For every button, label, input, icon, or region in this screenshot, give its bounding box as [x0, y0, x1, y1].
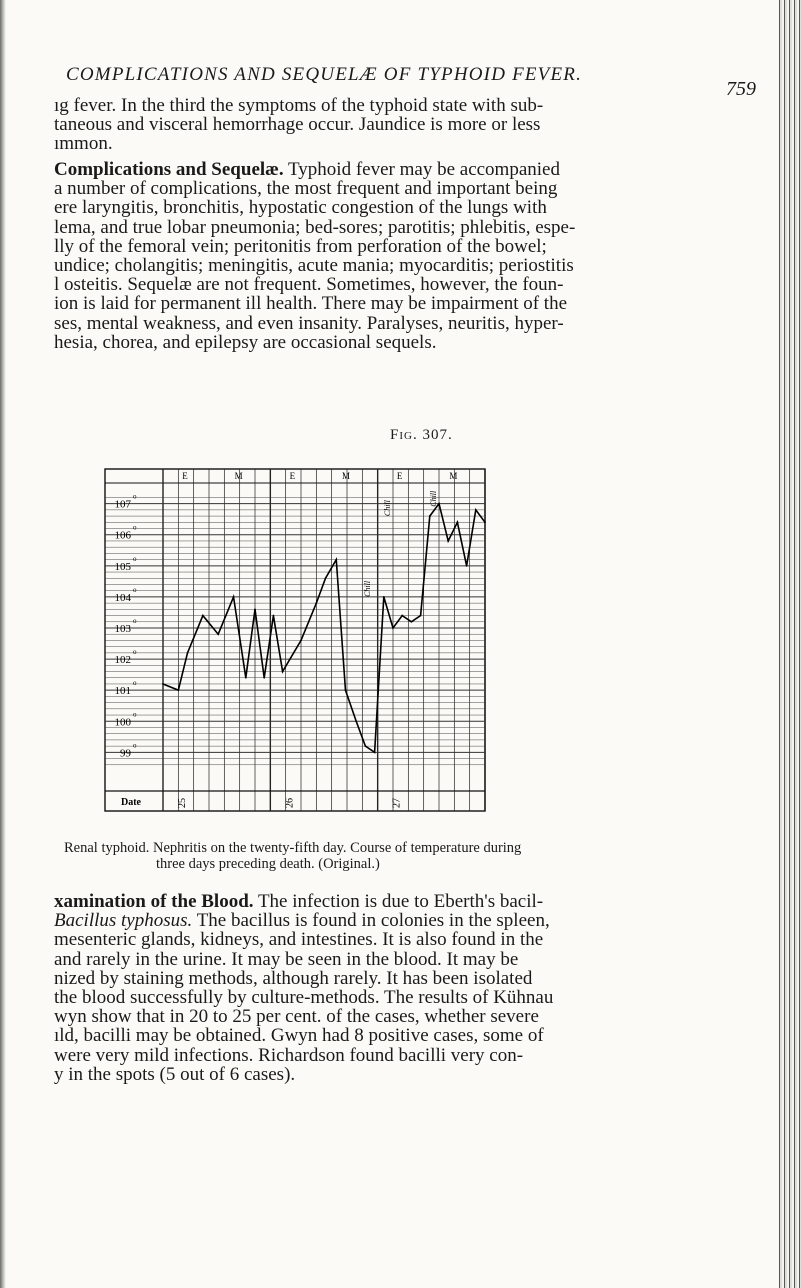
- page-number: 759: [726, 78, 756, 100]
- degree-mark: o: [133, 710, 137, 719]
- temperature-point: [475, 509, 477, 511]
- figure-caption: [64, 840, 764, 872]
- paragraph-line: wyn show that in 20 to 25 per cent. of the cases, whether severe: [54, 1007, 539, 1027]
- temperature-point: [300, 640, 302, 642]
- temperature-point: [202, 615, 204, 617]
- caption-line: three days preceding death. (Original.): [156, 856, 380, 872]
- temperature-point: [466, 565, 468, 567]
- paragraph-line: the blood successfully by culture-methods. The results of Kühnau: [54, 988, 554, 1008]
- temperature-point: [420, 615, 422, 617]
- y-tick-label: 105: [114, 560, 131, 573]
- paragraph-blood-examination: [54, 892, 762, 1084]
- degree-mark: o: [133, 617, 137, 625]
- paragraph-line: undice; cholangitis; meningitis, acute mania; myocarditis; periostitis: [54, 256, 574, 276]
- paragraph-line: ere laryngitis, bronchitis, hypostatic congestion of the lungs with: [54, 198, 547, 218]
- y-tick-label: 100: [114, 716, 131, 729]
- temperature-point: [233, 596, 235, 598]
- temperature-point: [365, 745, 367, 747]
- paragraph-text: The infection is due to Eberth's bacil-: [253, 892, 544, 912]
- paragraph-first-line: [54, 160, 762, 179]
- caption-line: Renal typhoid. Nephritis on the twenty-fifth day. Course of temperature during: [64, 840, 522, 856]
- temperature-point: [177, 689, 179, 691]
- paragraph-line: were very mild infections. Richardson found bacilli very con-: [54, 1045, 524, 1065]
- section-heading: Complications and Sequelæ.: [54, 160, 284, 180]
- degree-mark: o: [133, 679, 137, 688]
- paragraph-line: y in the spots (5 out of 6 cases).: [54, 1064, 296, 1085]
- chart-frame: [105, 469, 485, 811]
- temperature-point: [355, 720, 357, 722]
- session-label: M: [234, 471, 243, 481]
- degree-mark: o: [133, 741, 137, 750]
- paragraph-line: ımmon.: [54, 134, 113, 154]
- date-tick-label: 26: [284, 798, 296, 808]
- temperature-point: [345, 689, 347, 691]
- section-heading: xamination of the Blood.: [54, 892, 254, 912]
- temperature-point: [411, 621, 413, 623]
- book-gutter-edge: [779, 0, 801, 1288]
- temperature-point: [401, 615, 403, 617]
- temperature-point: [335, 559, 337, 561]
- chill-annotation: Chill: [428, 490, 438, 507]
- y-tick-label: 99: [120, 747, 131, 760]
- y-tick-label: 104: [114, 591, 131, 604]
- chill-annotation: Chill: [382, 500, 392, 517]
- paragraph-line: lly of the femoral vein; peritonitis from perforation of the bowel;: [54, 236, 547, 257]
- paragraph-line: hesia, chorea, and epilepsy are occasional sequels.: [54, 332, 437, 353]
- paragraph-line: ıg fever. In the third the symptoms of the typhoid state with sub-: [54, 96, 544, 116]
- temperature-point: [187, 652, 189, 654]
- paragraph-line: lema, and true lobar pneumonia; bed-sores; parotitis; phlebitis, espe-: [54, 217, 576, 237]
- temperature-point: [484, 521, 486, 523]
- paragraph-line: and rarely in the urine. It may be seen in the blood. It may be: [54, 949, 519, 969]
- running-head: COMPLICATIONS AND SEQUELÆ OF TYPHOID FEVER.: [66, 64, 583, 85]
- temperature-point: [263, 677, 265, 679]
- temperature-point: [162, 683, 164, 685]
- paragraph-typhoid-state: [54, 96, 762, 154]
- paragraph-line: ıld, bacilli may be obtained. Gwyn had 8 positive cases, some of: [54, 1026, 544, 1046]
- paragraph-text: Typhoid fever may be accompanied: [283, 160, 560, 180]
- y-tick-label: 103: [114, 623, 131, 635]
- temperature-point: [254, 608, 256, 610]
- page-edge-shadow: [0, 0, 6, 1288]
- paragraph-complications: [54, 160, 762, 352]
- date-tick-label: 27: [391, 798, 403, 808]
- paragraph-line: ses, mental weakness, and even insanity. Paralyses, neuritis, hyper-: [54, 313, 564, 333]
- temperature-point: [392, 627, 394, 629]
- session-label: M: [341, 471, 351, 481]
- degree-mark: o: [133, 523, 137, 532]
- chill-annotation: Chill: [363, 580, 372, 597]
- temperature-point: [217, 633, 219, 635]
- paragraph-line: taneous and visceral hemorrhage occur. Jaundice is more or less: [54, 115, 541, 135]
- figure-title: Fig. 307.: [390, 427, 453, 443]
- temperature-point: [447, 540, 449, 542]
- paragraph-line: l osteitis. Sequelæ are not frequent. Sometimes, however, the foun-: [54, 275, 564, 295]
- temperature-point: [282, 671, 284, 673]
- degree-mark: o: [133, 648, 137, 657]
- degree-mark: o: [133, 585, 137, 594]
- temperature-point: [438, 503, 440, 505]
- temperature-point: [315, 602, 317, 604]
- session-label: M: [449, 471, 458, 481]
- degree-mark: o: [133, 492, 137, 501]
- temperature-point: [245, 677, 247, 679]
- session-label: E: [396, 471, 403, 481]
- session-label: E: [182, 471, 188, 481]
- temperature-point: [383, 596, 385, 598]
- y-tick-label: 102: [114, 654, 131, 667]
- y-tick-label: 101: [114, 685, 131, 698]
- y-tick-label: 106: [114, 529, 131, 542]
- temperature-point: [325, 577, 327, 579]
- temperature-point: [457, 521, 459, 523]
- paragraph-first-line: [54, 892, 762, 911]
- paragraph-line: mesenteric glands, kidneys, and intestines. It is also found in the: [54, 930, 544, 950]
- session-label: E: [289, 471, 296, 481]
- y-tick-label: 107: [114, 498, 131, 511]
- temperature-point: [429, 515, 431, 517]
- degree-mark: o: [133, 554, 137, 563]
- temperature-chart: [85, 459, 495, 823]
- temperature-point: [374, 751, 376, 753]
- temperature-point: [273, 615, 275, 617]
- date-tick-label: 25: [177, 798, 188, 808]
- paragraph-line: Bacillus typhosus. The bacillus is found in colonies in the spleen,: [54, 911, 550, 931]
- x-axis-label: Date: [121, 797, 141, 808]
- paragraph-line: a number of complications, the most frequent and important being: [54, 179, 558, 199]
- paragraph-line: nized by staining methods, although rarely. It has been isolated: [54, 968, 533, 989]
- paragraph-line: ion is laid for permanent ill health. There may be impairment of the: [54, 294, 568, 314]
